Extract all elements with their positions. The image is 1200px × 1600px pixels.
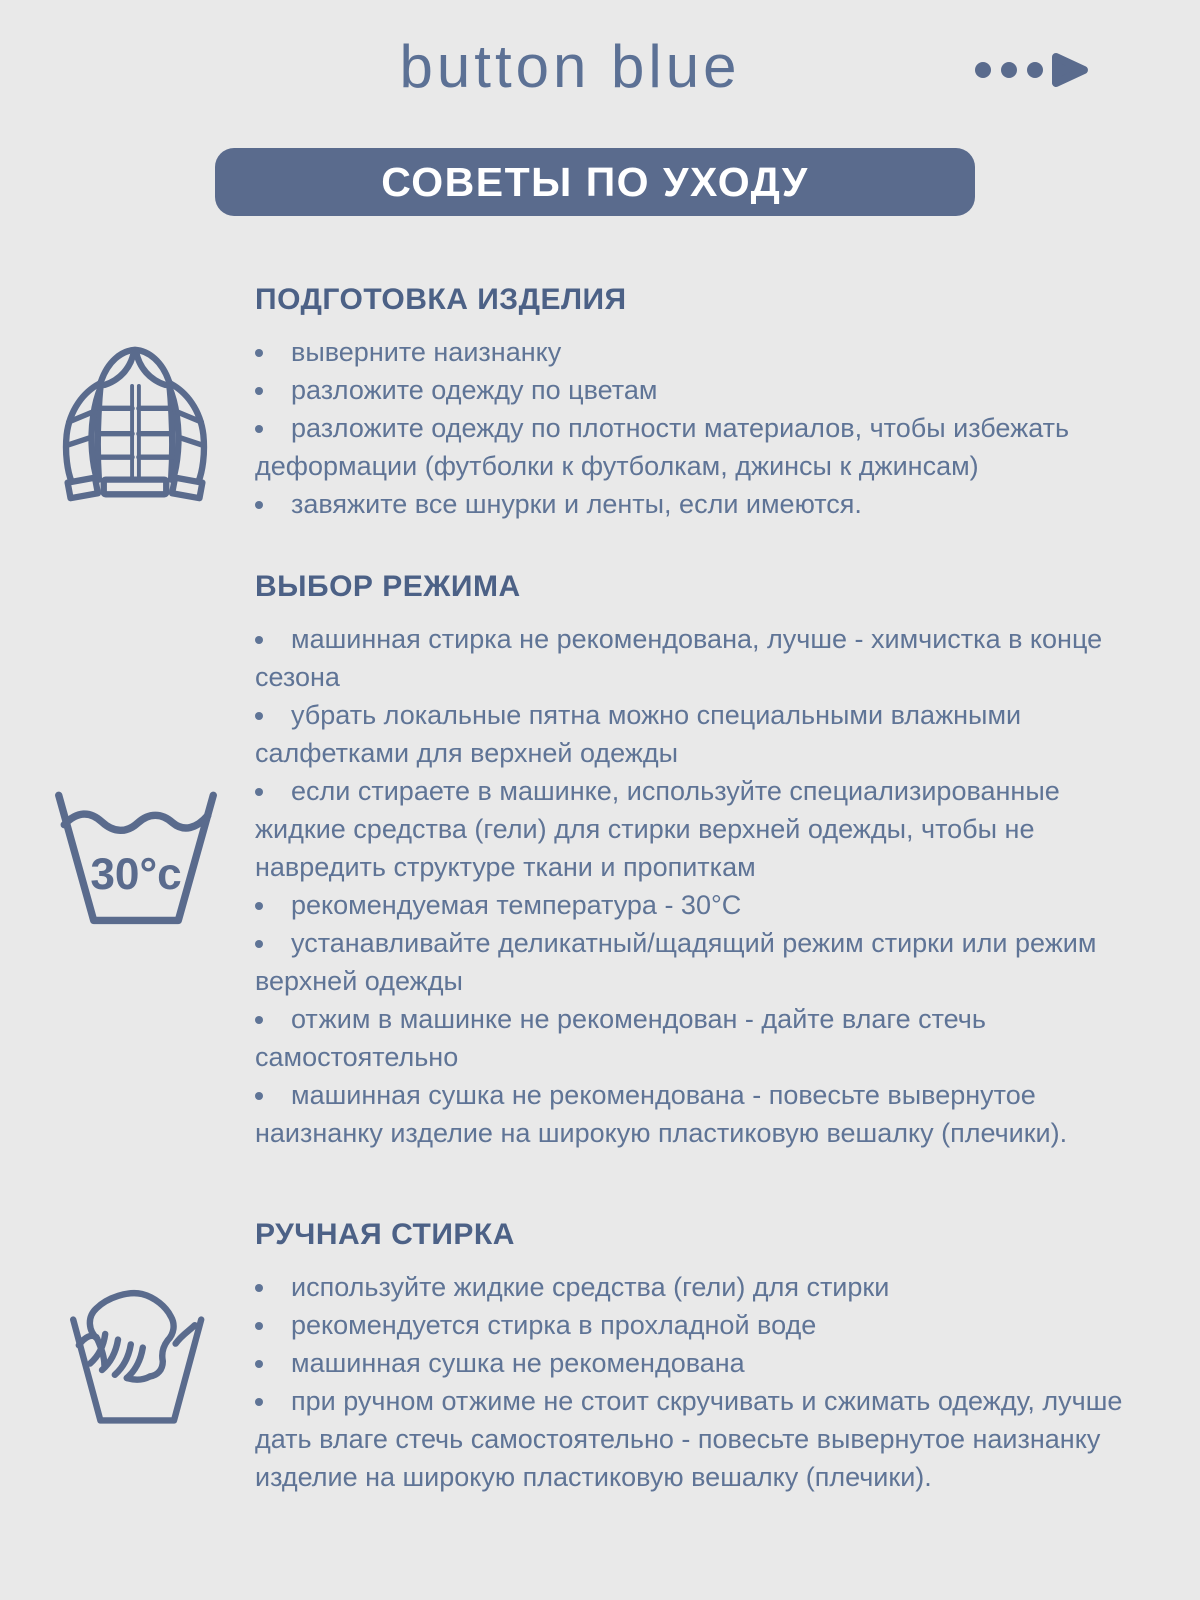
list-item: • устанавливайте деликатный/щадящий режим стирки или режим верхней одежды [255,924,1152,1000]
list-item: • завяжите все шнурки и ленты, если имеются. [255,485,1152,523]
list-item: • рекомендуемая температура - 30°C [255,886,1152,924]
section-mode-list [255,620,1152,1152]
list-item: • разложите одежду по цветам [255,371,1152,409]
list-item: • машинная сушка не рекомендована - повесьте вывернутое наизнанку изделие на широкую пластиковую вешалку (плечики). [255,1076,1152,1152]
section-handwash-list [255,1268,1152,1496]
page-title: СОВЕТЫ ПО УХОДУ [381,158,809,205]
puffer-jacket-icon [52,340,218,506]
list-item: • если стираете в машинке, используйте специализированные жидкие средства (гели) для стирки верхней одежды, чтобы не навредить структуре ткани и пропиткам [255,772,1152,886]
list-item: • отжим в машинке не рекомендован - дайте влаге стечь самостоятельно [255,1000,1152,1076]
list-item: • машинная стирка не рекомендована, лучше - химчистка в конце сезона [255,620,1152,696]
section-preparation [255,283,1152,523]
list-item: • рекомендуется стирка в прохладной воде [255,1306,1152,1344]
section-mode-title: ВЫБОР РЕЖИМА [255,570,521,603]
list-item: • разложите одежду по плотности материалов, чтобы избежать деформации (футболки к футболкам, джинсы к джинсам) [255,409,1152,485]
section-mode [255,570,1152,1152]
list-item: • выверните наизнанку [255,333,1152,371]
hand-wash-icon [54,1282,214,1434]
wash-basin-30-icon [44,780,228,932]
brand-logo: button blue [399,33,741,100]
dots-play-icon [972,51,1090,89]
wash-temperature-label: 30°c [90,850,182,900]
section-preparation-list [255,333,1152,523]
list-item: • машинная сушка не рекомендована [255,1344,1152,1382]
section-handwash [255,1218,1152,1496]
title-banner [215,148,975,216]
list-item: • убрать локальные пятна можно специальными влажными салфетками для верхней одежды [255,696,1152,772]
list-item: • используйте жидкие средства (гели) для стирки [255,1268,1152,1306]
list-item: • при ручном отжиме не стоит скручивать и сжимать одежду, лучше дать влаге стечь самостоятельно - повесьте вывернутое наизнанку изделие на широкую пластиковую вешалку (плечики). [255,1382,1152,1496]
section-handwash-title: РУЧНАЯ СТИРКА [255,1218,515,1251]
section-preparation-title: ПОДГОТОВКА ИЗДЕЛИЯ [255,283,627,316]
